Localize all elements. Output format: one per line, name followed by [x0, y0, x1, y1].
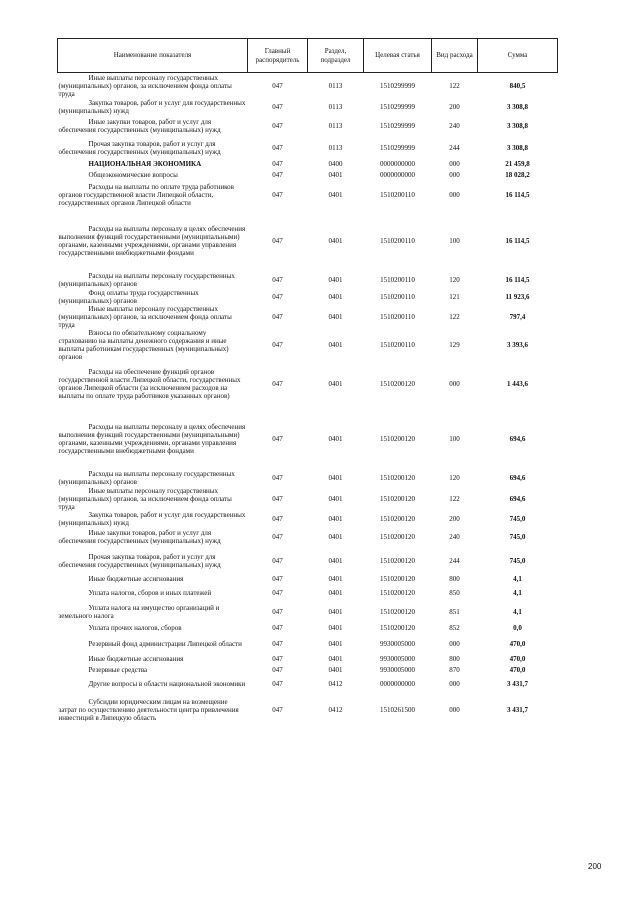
row-target: 1510299999 — [380, 143, 415, 152]
table-row — [58, 470, 558, 487]
row-name: Общеэкономические вопросы — [88, 171, 178, 179]
row-target: 0000000000 — [380, 680, 415, 688]
row-section: 0401 — [328, 380, 343, 388]
table-row — [58, 634, 558, 654]
row-sum: 470,0 — [509, 639, 526, 648]
row-type: 851 — [449, 608, 460, 616]
row-target: 1510200120 — [380, 556, 415, 565]
row-name: Иные бюджетные ассигнования — [88, 655, 184, 663]
row-type: 121 — [449, 292, 460, 301]
row-name: Уплата налога на имущество организаций и земельного налога — [58, 604, 220, 620]
row-admin: 047 — [272, 666, 283, 674]
row-admin: 047 — [272, 589, 283, 597]
table-body — [58, 73, 558, 727]
row-admin: 047 — [272, 191, 283, 199]
row-target: 1510200120 — [380, 624, 415, 632]
table-row — [58, 137, 558, 159]
table-row — [58, 408, 558, 470]
row-type: 122 — [449, 494, 460, 503]
row-admin: 047 — [272, 533, 283, 541]
row-admin: 047 — [272, 514, 283, 523]
row-sum: 3 431,7 — [507, 680, 528, 688]
row-admin: 047 — [272, 276, 283, 284]
row-admin: 047 — [272, 160, 283, 168]
row-target: 9930005000 — [380, 639, 415, 648]
row-name: Расходы на выплаты по оплате труда работников органов государственной власти Липецкой области, государственных органов Липецкой области — [58, 183, 234, 207]
row-section: 0401 — [328, 312, 343, 321]
row-target: 1510200110 — [380, 292, 415, 301]
row-target: 1510200120 — [380, 434, 415, 443]
table-row — [58, 693, 558, 727]
row-sum: 3 308,8 — [507, 102, 528, 111]
table-row — [58, 73, 558, 99]
row-target: 1510200120 — [380, 514, 415, 523]
row-type: 000 — [449, 705, 460, 714]
table-row — [58, 115, 558, 137]
row-target: 0000000000 — [380, 160, 415, 168]
row-sum: 16 114,5 — [505, 236, 530, 245]
row-sum: 4,1 — [513, 575, 522, 583]
row-type: 200 — [449, 514, 460, 523]
row-section: 0401 — [328, 556, 343, 565]
row-sum: 16 114,5 — [505, 191, 530, 199]
row-section: 0401 — [328, 624, 343, 632]
row-section: 0401 — [328, 514, 343, 523]
row-name: НАЦИОНАЛЬНАЯ ЭКОНОМИКА — [88, 160, 202, 168]
row-section: 0113 — [328, 81, 343, 90]
row-section: 0401 — [328, 655, 343, 663]
row-sum: 694,6 — [509, 434, 526, 443]
row-section: 0401 — [328, 639, 343, 648]
row-type: 122 — [449, 312, 460, 321]
row-target: 1510299999 — [380, 102, 415, 111]
row-admin: 047 — [272, 143, 283, 152]
row-type: 000 — [449, 191, 460, 199]
row-name: Прочая закупка товаров, работ и услуг для обеспечения государственных (муниципальных) нужд — [58, 552, 221, 569]
row-target: 1510200110 — [380, 191, 415, 199]
table-row — [58, 99, 558, 115]
row-sum: 3 431,7 — [507, 705, 528, 714]
row-name: Расходы на выплаты персоналу государственных (муниципальных) органов — [58, 272, 235, 288]
table-row — [58, 305, 558, 329]
row-sum: 4,1 — [513, 608, 522, 616]
row-target: 1510200120 — [380, 380, 415, 388]
row-target: 1510200110 — [380, 236, 415, 245]
row-type: 000 — [449, 171, 460, 179]
row-admin: 047 — [272, 380, 283, 388]
row-section: 0401 — [328, 340, 343, 349]
row-target: 0000000000 — [380, 171, 415, 179]
row-target: 9930005000 — [380, 666, 415, 674]
row-type: 200 — [449, 102, 460, 111]
table-row — [58, 272, 558, 289]
row-target: 1510200110 — [380, 312, 415, 321]
row-admin: 047 — [272, 494, 283, 503]
row-section: 0401 — [328, 575, 343, 583]
row-name: Резервные средства — [88, 666, 148, 674]
row-section: 0412 — [328, 705, 343, 714]
row-type: 244 — [449, 556, 460, 565]
row-type: 870 — [449, 666, 460, 674]
table-header-row — [58, 39, 558, 73]
row-admin: 047 — [272, 171, 283, 179]
row-name: Уплата налогов, сборов и иных платежей — [88, 589, 212, 597]
row-sum: 3 308,8 — [507, 143, 528, 152]
row-admin: 047 — [272, 680, 283, 688]
row-admin: 047 — [272, 312, 283, 321]
row-type: 120 — [449, 474, 460, 482]
row-section: 0412 — [328, 680, 343, 688]
header-target: Целевая статья — [364, 39, 432, 73]
row-section: 0113 — [328, 121, 343, 130]
row-sum: 470,0 — [509, 655, 526, 663]
row-name: Иные бюджетные ассигнования — [88, 575, 184, 583]
row-admin: 047 — [272, 474, 283, 482]
row-type: 000 — [449, 639, 460, 648]
row-section: 0401 — [328, 276, 343, 284]
row-section: 0401 — [328, 494, 343, 503]
table-row — [58, 329, 558, 361]
table-row — [58, 574, 558, 585]
page-number: 200 — [588, 862, 602, 871]
row-target: 1510200120 — [380, 608, 415, 616]
table-row — [58, 585, 558, 602]
row-name: Фонд оплаты труда государственных (муниципальных) органов — [58, 288, 199, 305]
table-row — [58, 210, 558, 272]
row-name: Расходы на выплаты персоналу в целях обеспечения выполнения функций государственными (муниципальными) органами, казенными учреждениями, органами управления государственными внебюджетными фондами — [58, 224, 246, 257]
row-admin: 047 — [272, 292, 283, 301]
row-name: Иные выплаты персоналу государственных (муниципальных) органов, за исключением фонда оплаты труда — [58, 73, 232, 98]
table-row — [58, 159, 558, 170]
row-section: 0401 — [328, 474, 343, 482]
row-section: 0401 — [328, 292, 343, 301]
row-name: Расходы на обеспечение функций органов государственной власти Липецкой области, государственных органов Липецкой области (за исключением расходов на выплаты по оплате труда работников указанных органов) — [58, 368, 241, 400]
row-target: 1510299999 — [380, 121, 415, 130]
row-target: 1510200120 — [380, 575, 415, 583]
row-target: 1510299999 — [380, 81, 415, 90]
table-row — [58, 548, 558, 574]
row-section: 0401 — [328, 171, 343, 179]
row-target: 1510200120 — [380, 589, 415, 597]
row-name: Иные закупки товаров, работ и услуг для обеспечения государственных (муниципальных) нужд — [58, 117, 221, 134]
row-sum: 18 028,2 — [505, 171, 530, 179]
row-section: 0113 — [328, 143, 343, 152]
row-type: 000 — [449, 680, 460, 688]
row-admin: 047 — [272, 340, 283, 349]
row-admin: 047 — [272, 705, 283, 714]
row-sum: 797,4 — [509, 312, 526, 321]
header-admin: Главный распорядитель — [248, 39, 308, 73]
row-sum: 11 923,6 — [505, 292, 530, 301]
row-name: Другие вопросы в области национальной экономики — [88, 680, 246, 688]
row-sum: 745,0 — [509, 556, 526, 565]
row-name: Закупка товаров, работ и услуг для государственных (муниципальных) нужд — [58, 510, 246, 527]
row-section: 0401 — [328, 608, 343, 616]
row-sum: 21 459,8 — [505, 160, 530, 168]
budget-table — [57, 38, 558, 727]
row-sum: 694,6 — [509, 474, 526, 482]
row-type: 800 — [449, 655, 460, 663]
row-section: 0401 — [328, 236, 343, 245]
row-admin: 047 — [272, 81, 283, 90]
row-target: 1510200110 — [380, 340, 415, 349]
table-row — [58, 170, 558, 181]
row-type: 120 — [449, 276, 460, 284]
row-target: 1510200120 — [380, 494, 415, 503]
row-name: Уплата прочих налогов, сборов — [88, 624, 182, 632]
table-row — [58, 676, 558, 693]
header-name: Наименование показателя — [58, 39, 248, 73]
row-type: 100 — [449, 434, 460, 443]
row-target: 1510200120 — [380, 533, 415, 541]
row-admin: 047 — [272, 608, 283, 616]
row-sum: 470,0 — [509, 666, 526, 674]
row-name: Иные выплаты персоналу государственных (муниципальных) органов, за исключением фонда оплаты труда — [58, 304, 232, 329]
header-section: Раздел, подраздел — [308, 39, 364, 73]
table-row — [58, 665, 558, 676]
row-target: 1510200120 — [380, 474, 415, 482]
row-section: 0401 — [328, 589, 343, 597]
row-section: 0113 — [328, 102, 343, 111]
row-section: 0401 — [328, 666, 343, 674]
row-admin: 047 — [272, 575, 283, 583]
row-name: Прочая закупка товаров, работ и услуг для обеспечения государственных (муниципальных) нужд — [58, 139, 221, 156]
row-target: 1510261500 — [380, 705, 415, 714]
table-row — [58, 289, 558, 305]
row-section: 0401 — [328, 434, 343, 443]
row-type: 129 — [449, 340, 460, 349]
table-row — [58, 181, 558, 210]
row-sum: 3 393,6 — [507, 340, 528, 349]
row-name: Субсидии юридическим лицам на возмещение затрат по осуществлению деятельности центра привлечения инвестиций в Липецкую область — [58, 697, 239, 722]
row-name: Резервный фонд администрации Липецкой области — [88, 639, 242, 648]
row-section: 0400 — [328, 160, 343, 168]
table-row — [58, 623, 558, 634]
table-row — [58, 487, 558, 511]
row-type: 850 — [449, 589, 460, 597]
header-sum: Сумма — [478, 39, 558, 73]
row-type: 122 — [449, 81, 460, 90]
row-type: 000 — [449, 160, 460, 168]
row-admin: 047 — [272, 624, 283, 632]
row-name: Иные закупки товаров, работ и услуг для обеспечения государственных (муниципальных) нужд — [58, 529, 221, 545]
header-type: Вид расхода — [432, 39, 478, 73]
row-admin: 047 — [272, 236, 283, 245]
row-type: 240 — [449, 533, 460, 541]
row-sum: 1 443,6 — [507, 380, 528, 388]
row-sum: 3 308,8 — [507, 121, 528, 130]
row-type: 000 — [449, 380, 460, 388]
row-sum: 694,6 — [509, 494, 526, 503]
row-name: Закупка товаров, работ и услуг для государственных (муниципальных) нужд — [58, 98, 246, 115]
row-admin: 047 — [272, 434, 283, 443]
row-type: 800 — [449, 575, 460, 583]
row-sum: 16 114,5 — [505, 276, 530, 284]
row-target: 1510200110 — [380, 276, 415, 284]
row-sum: 745,0 — [509, 533, 526, 541]
row-admin: 047 — [272, 655, 283, 663]
row-section: 0401 — [328, 191, 343, 199]
row-type: 244 — [449, 143, 460, 152]
row-admin: 047 — [272, 639, 283, 648]
row-type: 852 — [449, 624, 460, 632]
row-name: Расходы на выплаты персоналу в целях обеспечения выполнения функций государственными (муниципальными) органами, казенными учреждениями, органами управления государственными внебюджетными фондами — [58, 422, 246, 455]
table-row — [58, 654, 558, 665]
row-section: 0401 — [328, 533, 343, 541]
row-type: 100 — [449, 236, 460, 245]
row-sum: 745,0 — [509, 514, 526, 523]
table-row — [58, 602, 558, 623]
row-admin: 047 — [272, 102, 283, 111]
row-target: 9930005000 — [380, 655, 415, 663]
row-sum: 0,0 — [513, 624, 522, 632]
table-row — [58, 527, 558, 548]
table-row — [58, 511, 558, 527]
row-type: 240 — [449, 121, 460, 130]
row-sum: 4,1 — [513, 589, 522, 597]
row-admin: 047 — [272, 556, 283, 565]
row-name: Взносы по обязательному социальному страхованию на выплаты денежного содержания и иные выплаты работникам государственных (муниципальных) органов — [58, 328, 229, 361]
table-row — [58, 361, 558, 408]
row-admin: 047 — [272, 121, 283, 130]
row-name: Иные выплаты персоналу государственных (муниципальных) органов, за исключением фонда оплаты труда — [58, 486, 232, 511]
row-name: Расходы на выплаты персоналу государственных (муниципальных) органов — [58, 470, 235, 486]
row-sum: 840,5 — [509, 81, 526, 90]
